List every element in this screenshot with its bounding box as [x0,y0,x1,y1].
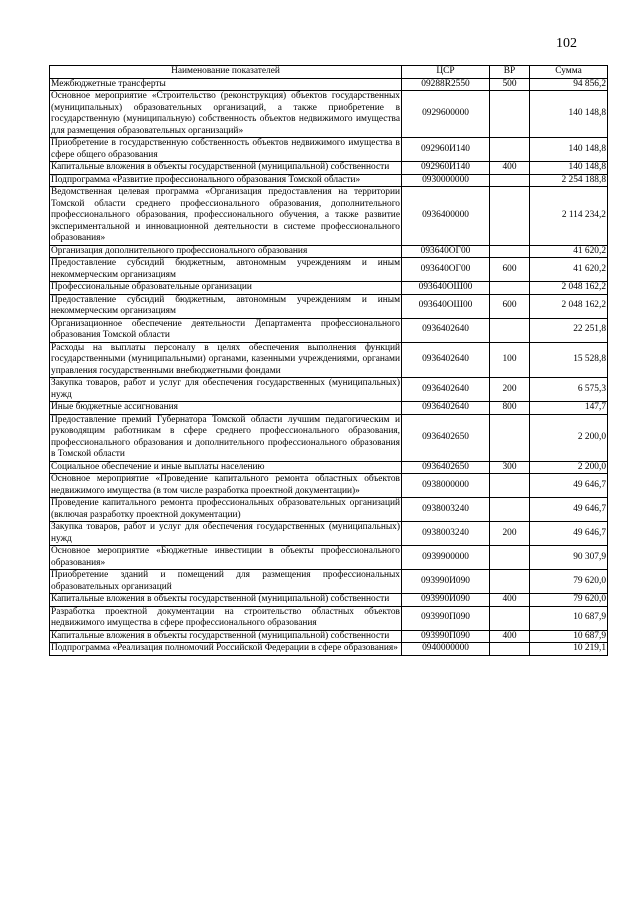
table-row [50,522,608,546]
cell-vr [490,138,530,162]
cell-sum: 41 620,2 [530,258,608,282]
cell-vr [490,414,530,461]
table-row [50,630,608,643]
cell-csr: 093640ОГ00 [402,258,490,282]
cell-csr: 0936402640 [402,318,490,342]
cell-vr [490,91,530,138]
cell-name: Закупка товаров, работ и услуг для обеспечения государственных (муниципальных) нужд [51,378,400,400]
table-row [50,318,608,342]
cell-csr: 0940000000 [402,643,490,656]
cell-sum: 79 620,0 [530,570,608,594]
cell-sum: 147,7 [530,402,608,415]
table-row [50,498,608,522]
cell-vr: 500 [490,78,530,91]
cell-sum: 2 200,0 [530,461,608,474]
cell-name: Капитальные вложения в объекты государственной (муниципальной) собственности [50,594,402,607]
table-row [50,174,608,187]
cell-csr: 0936402650 [402,461,490,474]
cell-sum: 2 048 162,2 [530,282,608,295]
table-row [50,245,608,258]
cell-csr: 0938000000 [402,474,490,498]
cell-name: Закупка товаров, работ и услуг для обеспечения государственных (муниципальных) нужд [51,522,400,544]
cell-name: Предоставление премий Губернатора Томской области лучшим педагогическим и руководящим работникам в сфере среднего профессионального образования, профессионального образования и дополнительного профессионального образования в Томской области [51,414,400,459]
cell-sum: 22 251,8 [530,318,608,342]
cell-sum: 49 646,7 [530,474,608,498]
table-row [50,294,608,318]
cell-sum: 94 856,2 [530,78,608,91]
cell-sum: 10 687,9 [530,630,608,643]
cell-csr: 093990П090 [402,630,490,643]
cell-csr: 0939900000 [402,546,490,570]
cell-csr: 092960И140 [402,162,490,175]
cell-sum: 49 646,7 [530,522,608,546]
cell-csr: 0936400000 [402,187,490,246]
cell-csr: 093640ОШ00 [402,294,490,318]
table-row [50,162,608,175]
cell-vr [490,174,530,187]
cell-name: Предоставление субсидий бюджетным, автономным учреждениям и иным некоммерческим организациям [51,258,400,280]
cell-name: Основное мероприятие «Бюджетные инвестиции в объекты профессионального образования» [51,546,400,568]
cell-vr [490,643,530,656]
cell-sum: 15 528,8 [530,342,608,378]
cell-name: Основное мероприятие «Строительство (реконструкция) объектов государственных (муниципальных) образовательных организаций, а также приобретение в государственную (муниципальную) собственность объектов недвижимого имущества для размещения образовательных организаций» [51,91,400,136]
table-row [50,546,608,570]
cell-csr: 093990И090 [402,594,490,607]
header-sum: Сумма [530,66,608,79]
header-vr: ВР [490,66,530,79]
table-row [50,78,608,91]
cell-sum: 2 254 188,8 [530,174,608,187]
cell-sum: 140 148,8 [530,162,608,175]
cell-vr [490,245,530,258]
cell-sum: 2 114 234,2 [530,187,608,246]
cell-vr [490,187,530,246]
cell-vr: 400 [490,594,530,607]
cell-sum: 140 148,8 [530,138,608,162]
cell-sum: 10 687,9 [530,606,608,630]
cell-name: Расходы на выплаты персоналу в целях обеспечения выполнения функций государственными (муниципальными) органами, казенными учреждениями, органами управления государственными внебюджетными фондами [51,342,400,376]
cell-csr: 0936402640 [402,402,490,415]
cell-sum: 6 575,3 [530,378,608,402]
page-number: 102 [556,36,577,51]
cell-name: Разработка проектной документации на строительство областных объектов недвижимого имущества в сфере профессионального образования [51,606,400,628]
cell-csr: 0938003240 [402,498,490,522]
cell-csr: 093990П090 [402,606,490,630]
table-row [50,282,608,295]
cell-name: Подпрограмма «Развитие профессионального образования Томской области» [50,174,402,187]
cell-name: Организация дополнительного профессионального образования [50,245,402,258]
table-body [50,78,608,655]
cell-name: Социальное обеспечение и иные выплаты населению [50,461,402,474]
cell-csr: 092960И140 [402,138,490,162]
cell-sum: 2 048 162,2 [530,294,608,318]
table-row [50,414,608,461]
cell-sum: 79 620,0 [530,594,608,607]
cell-vr: 300 [490,461,530,474]
cell-sum: 90 307,9 [530,546,608,570]
table-row [50,461,608,474]
cell-vr [490,318,530,342]
budget-table [49,65,608,656]
cell-sum: 2 200,0 [530,414,608,461]
cell-vr [490,498,530,522]
table-row [50,342,608,378]
cell-name: Иные бюджетные ассигнования [50,402,402,415]
cell-vr [490,570,530,594]
cell-csr: 093640ОШ00 [402,282,490,295]
table-row [50,606,608,630]
cell-csr: 0929600000 [402,91,490,138]
table-header-row [50,66,608,79]
cell-vr: 800 [490,402,530,415]
header-name: Наименование показателей [50,66,402,79]
cell-vr [490,474,530,498]
table-row [50,594,608,607]
table-row [50,570,608,594]
cell-vr [490,546,530,570]
cell-sum: 41 620,2 [530,245,608,258]
cell-vr: 200 [490,522,530,546]
cell-vr: 400 [490,162,530,175]
cell-vr [490,282,530,295]
table-row [50,187,608,246]
table-row [50,91,608,138]
cell-vr: 400 [490,630,530,643]
cell-name: Подпрограмма «Реализация полномочий Российской Федерации в сфере образования» [50,643,402,656]
table-row [50,474,608,498]
cell-name: Приобретение зданий и помещений для размещения профессиональных образовательных организаций [51,570,400,592]
cell-csr: 0936402650 [402,414,490,461]
table-row [50,258,608,282]
cell-csr: 093640ОГ00 [402,245,490,258]
cell-name: Капитальные вложения в объекты государственной (муниципальной) собственности [50,630,402,643]
table-row [50,378,608,402]
cell-name: Организационное обеспечение деятельности Департамента профессионального образования Томской области [51,318,400,340]
table-row [50,643,608,656]
cell-csr: 0936402640 [402,378,490,402]
cell-csr: 09288R2550 [402,78,490,91]
cell-name: Предоставление субсидий бюджетным, автономным учреждениям и иным некоммерческим организациям [51,294,400,316]
cell-csr: 0930000000 [402,174,490,187]
cell-vr: 600 [490,258,530,282]
cell-name: Ведомственная целевая программа «Организация предоставления на территории Томской области среднего профессионального образования, дополнительного профессионального образования, профессионального обучения, а также развитие экспериментальной и инновационной деятельности в системе профессионального образования» [51,187,400,243]
cell-vr [490,606,530,630]
cell-sum: 10 219,1 [530,643,608,656]
table-row [50,138,608,162]
header-csr: ЦСР [402,66,490,79]
cell-name: Проведение капитального ремонта профессиональных образовательных организаций (включая разработку проектной документации) [51,498,400,520]
cell-name: Капитальные вложения в объекты государственной (муниципальной) собственности [50,162,402,175]
cell-csr: 0938003240 [402,522,490,546]
cell-vr: 600 [490,294,530,318]
cell-sum: 49 646,7 [530,498,608,522]
cell-csr: 093990И090 [402,570,490,594]
cell-sum: 140 148,8 [530,91,608,138]
cell-name: Профессиональные образовательные организации [50,282,402,295]
table-row [50,402,608,415]
cell-name: Приобретение в государственную собственность объектов недвижимого имущества в сфере общего образования [51,138,400,160]
cell-name: Межбюджетные трансферты [50,78,402,91]
cell-vr: 100 [490,342,530,378]
cell-vr: 200 [490,378,530,402]
cell-csr: 0936402640 [402,342,490,378]
cell-name: Основное мероприятие «Проведение капитального ремонта областных объектов недвижимого имущества (в том числе разработка проектной документации)» [51,474,400,496]
